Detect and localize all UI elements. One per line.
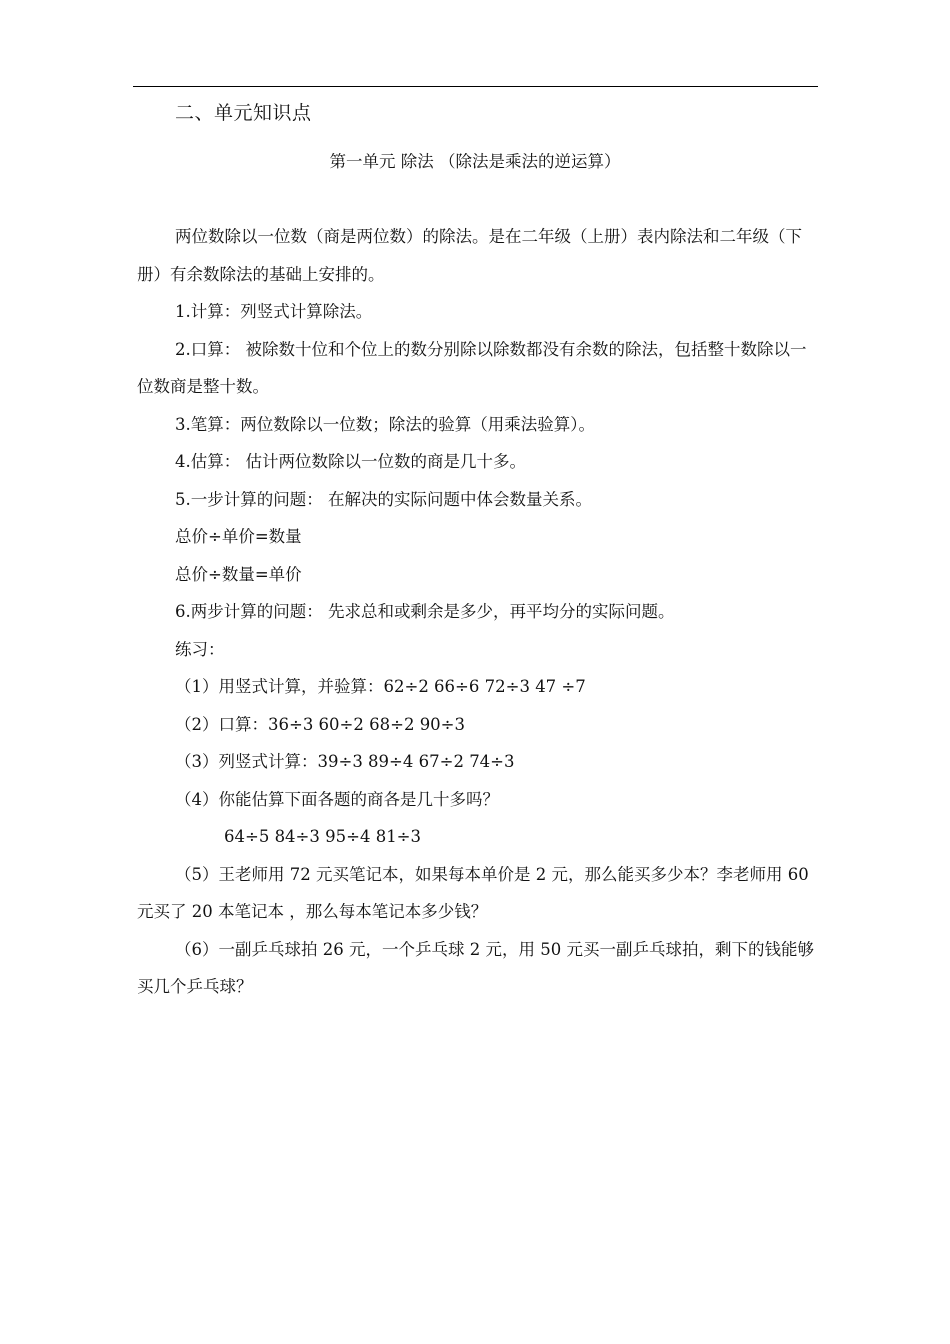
point-1: 1.计算：列竖式计算除法。: [175, 302, 373, 321]
section-title: 二、单元知识点: [175, 102, 312, 124]
practice-label: 练习：: [175, 639, 225, 659]
point-6: 6.两步计算的问题： 先求总和或剩余是多少，再平均分的实际问题。: [175, 602, 675, 621]
exercise-6: （6）一副乒乓球拍 26 元，一个乒乓球 2 元，用 50 元买一副乒乓球拍，剩下的钱能够买几个乒乓球？: [137, 939, 814, 996]
formula-quantity: 总价÷单价=数量: [175, 527, 302, 546]
point-3: 3.笔算：两位数除以一位数；除法的验算（用乘法验算）。: [175, 414, 595, 434]
exercise-1: （1）用竖式计算，并验算：62÷2 66÷6 72÷3 47 ÷7: [175, 677, 586, 696]
point-2: 2.口算： 被除数十位和个位上的数分别除以除数都没有余数的除法，包括整十数除以一位数商是整十数。: [137, 339, 807, 396]
intro-paragraph: 两位数除以一位数（商是两位数）的除法。是在二年级（上册）表内除法和二年级（下册）有余数除法的基础上安排的。: [137, 227, 802, 284]
exercise-4-items: 64÷5 84÷3 95÷4 81÷3: [224, 827, 422, 846]
document-body: [137, 218, 817, 1006]
exercise-5: （5）王老师用 72 元买笔记本，如果每本单价是 2 元，那么能买多少本？李老师用 60 元买了 20 本笔记本 ，那么每本笔记本多少钱？: [137, 864, 809, 921]
formula-unit-price: 总价÷数量=单价: [175, 564, 302, 584]
point-5: 5.一步计算的问题： 在解决的实际问题中体会数量关系。: [175, 489, 592, 509]
exercise-4: （4）你能估算下面各题的商各是几十多吗？: [175, 789, 499, 809]
header-rule: [133, 86, 818, 87]
exercise-2: （2）口算：36÷3 60÷2 68÷2 90÷3: [175, 714, 466, 734]
unit-title: 第一单元 除法 （除法是乘法的逆运算）: [329, 152, 621, 171]
exercise-3: （3）列竖式计算：39÷3 89÷4 67÷2 74÷3: [175, 752, 515, 771]
point-4: 4.估算： 估计两位数除以一位数的商是几十多。: [175, 452, 526, 471]
